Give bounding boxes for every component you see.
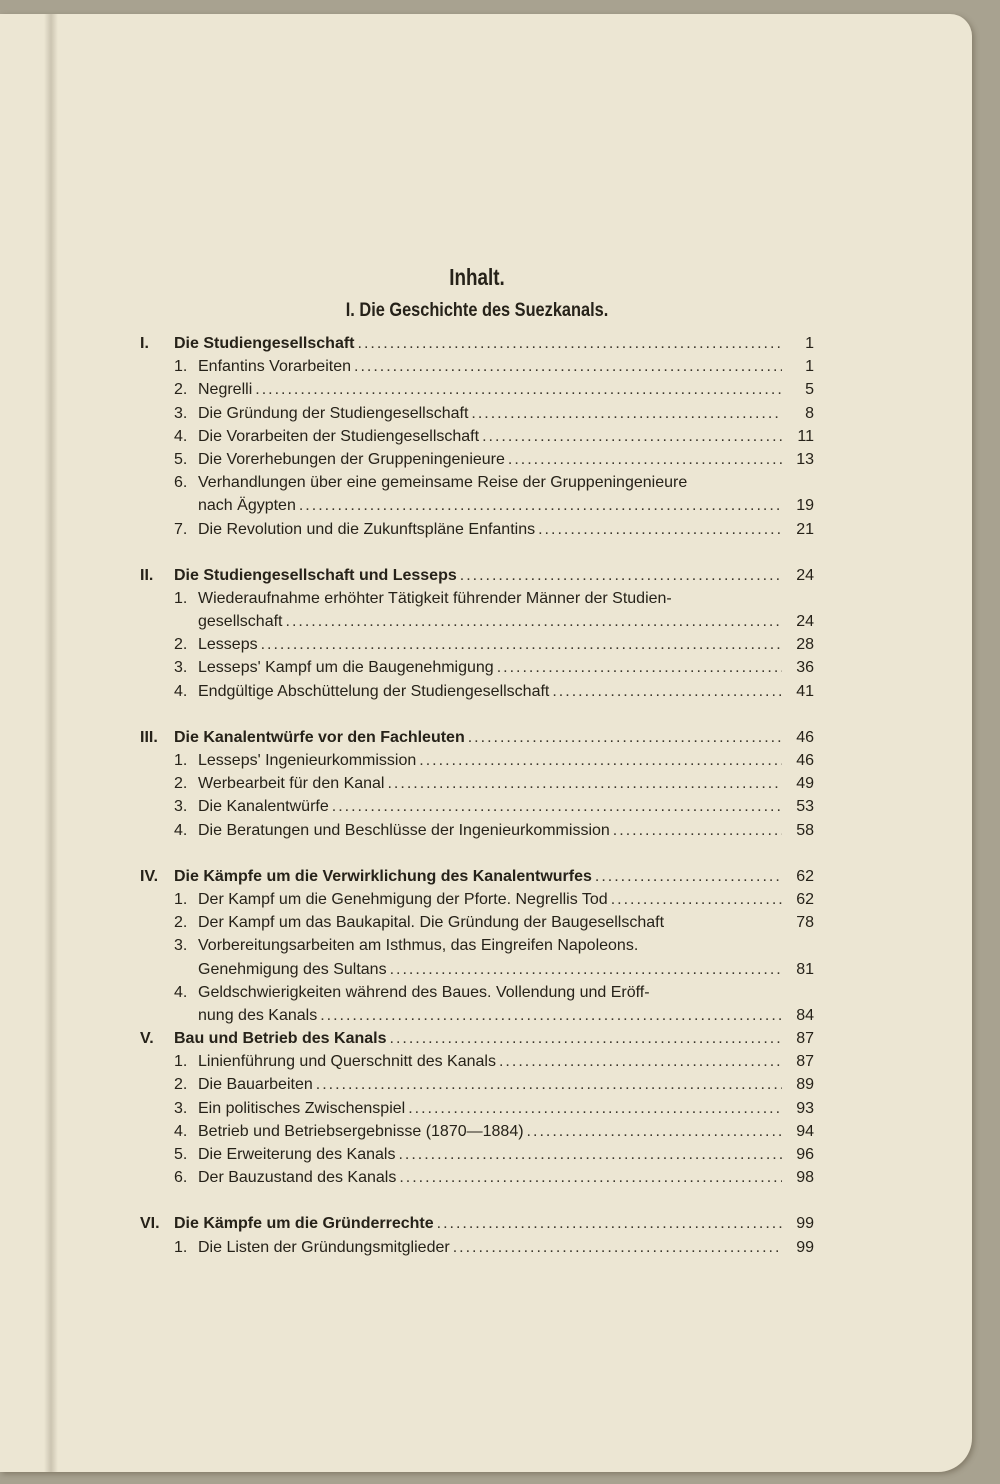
toc-entry [140, 518, 814, 541]
dot-leader [552, 680, 782, 703]
page-number: 89 [796, 1076, 814, 1094]
entry-number: 5. [174, 450, 188, 468]
page-number: 98 [796, 1169, 814, 1187]
dot-leader [390, 958, 782, 981]
toc-entry-continuation [140, 494, 814, 517]
dot-leader [299, 494, 782, 517]
toc-entry [140, 471, 814, 494]
toc-entry [140, 749, 814, 772]
entry-number: 2. [174, 1076, 188, 1094]
entry-title: Lesseps' Kampf um die Baugenehmigung [198, 659, 494, 677]
toc-entry [140, 355, 814, 378]
dot-leader [508, 448, 782, 471]
toc-entry [140, 425, 814, 448]
dot-leader [399, 1166, 782, 1189]
entry-number: 3. [174, 404, 188, 422]
dot-leader [408, 1097, 782, 1120]
page-number: 28 [796, 636, 814, 654]
toc-entries [140, 332, 814, 1259]
page-number: 62 [796, 890, 814, 908]
toc-entry [140, 587, 814, 610]
dot-leader [611, 888, 782, 911]
section-title: Die Studiengesellschaft [174, 335, 355, 352]
entry-number: 4. [174, 1122, 188, 1140]
dot-leader [468, 726, 782, 749]
dot-leader [261, 633, 782, 656]
dot-leader [320, 1004, 782, 1027]
entry-title: Betrieb und Betriebsergebnisse (1870—1884) [198, 1122, 524, 1140]
entry-number: 1. [174, 890, 188, 908]
dot-leader [453, 1236, 782, 1259]
toc-entry [140, 680, 814, 703]
entry-number: 3. [174, 659, 188, 677]
entry-title: Negrelli [198, 381, 253, 399]
page-number: 24 [796, 566, 814, 584]
toc-section-heading [140, 1027, 814, 1050]
entry-title: Endgültige Abschüttelung der Studiengesellschaft [198, 682, 550, 700]
entry-number: 2. [174, 636, 188, 654]
section-number: V. [140, 1030, 154, 1048]
entry-number: 4. [174, 427, 188, 445]
entry-title: Lesseps [198, 636, 258, 654]
page-number: 1 [805, 335, 814, 352]
section-title: Die Studiengesellschaft und Lesseps [174, 566, 457, 584]
entry-number: 4. [174, 682, 188, 700]
dot-leader [499, 1050, 782, 1073]
toc-section-heading [140, 1212, 814, 1235]
entry-number: 6. [174, 1169, 188, 1187]
toc-entry [140, 1050, 814, 1073]
table-of-contents [140, 262, 814, 1259]
toc-entry [140, 772, 814, 795]
page-number: 5 [805, 381, 814, 399]
page-number: 49 [796, 775, 814, 793]
toc-entry [140, 934, 814, 957]
entry-title: gesellschaft [198, 613, 283, 631]
page-number: 93 [796, 1099, 814, 1117]
toc-section-heading [140, 564, 814, 587]
entry-number: 5. [174, 1146, 188, 1163]
section-number: II. [140, 566, 154, 584]
entry-number: 2. [174, 775, 188, 793]
dot-leader [387, 772, 782, 795]
dot-leader [471, 402, 782, 425]
dot-leader [398, 1143, 782, 1166]
entry-title: Geldschwierigkeiten während des Baues. Vollendung und Eröff- [198, 983, 650, 1001]
page-number: 53 [796, 798, 814, 816]
toc-entry [140, 981, 814, 1004]
toc-entry [140, 1236, 814, 1259]
page-number: 11 [797, 427, 814, 445]
dot-leader [482, 425, 782, 448]
entry-title: Die Vorerhebungen der Gruppeningenieure [198, 450, 505, 468]
section-number: III. [140, 728, 158, 746]
dot-leader [527, 1120, 782, 1143]
entry-title: Enfantins Vorarbeiten [198, 358, 351, 376]
toc-entry-continuation [140, 958, 814, 981]
page-number: 62 [796, 867, 814, 885]
dot-leader [354, 355, 782, 378]
entry-number: 3. [174, 1099, 188, 1117]
entry-number: 1. [174, 589, 188, 607]
page-number: 87 [796, 1030, 814, 1048]
entry-title: Die Gründung der Studiengesellschaft [198, 404, 469, 422]
page-number: 46 [796, 752, 814, 769]
dot-leader [332, 795, 782, 818]
page-number: 58 [796, 821, 814, 839]
entry-number: 3. [174, 798, 188, 816]
toc-title: Inhalt. [449, 264, 505, 290]
dot-leader [286, 610, 783, 633]
page-number: 87 [796, 1053, 814, 1071]
section-number: I. [140, 335, 149, 352]
entry-number: 4. [174, 983, 188, 1001]
entry-title: Ein politisches Zwischenspiel [198, 1099, 406, 1117]
page-number: 96 [796, 1146, 814, 1163]
page-number: 19 [796, 497, 814, 515]
toc-section-heading [140, 726, 814, 749]
entry-title: Der Kampf um das Baukapital. Die Gründung der Baugesellschaft [198, 914, 665, 932]
toc-entry [140, 402, 814, 425]
section-title: Die Kämpfe um die Gründerrechte [174, 1215, 434, 1233]
entry-title: Die Revolution und die Zukunftspläne Enfantins [198, 520, 536, 538]
entry-title: Werbearbeit für den Kanal [198, 775, 385, 793]
toc-entry [140, 1120, 814, 1143]
entry-number: 3. [174, 937, 188, 955]
page-number: 8 [805, 404, 814, 422]
dot-leader [613, 819, 782, 842]
entry-title: Die Vorarbeiten der Studiengesellschaft [198, 427, 480, 445]
entry-title: Verhandlungen über eine gemeinsame Reise der Gruppeningenieure [198, 474, 688, 492]
toc-section-heading [140, 865, 814, 888]
page-number: 94 [796, 1122, 814, 1140]
entry-number: 2. [174, 914, 188, 932]
toc-entry-continuation [140, 610, 814, 633]
entry-title: Genehmigung des Sultans [198, 960, 387, 978]
section-title: Bau und Betrieb des Kanals [174, 1030, 387, 1048]
dot-leader [255, 378, 782, 401]
page-number: 99 [796, 1238, 814, 1256]
dot-leader [390, 1027, 783, 1050]
section-number: IV. [140, 867, 159, 885]
toc-entry [140, 911, 814, 934]
toc-entry [140, 448, 814, 471]
toc-entry [140, 1073, 814, 1096]
toc-section-heading [140, 332, 814, 355]
entry-number: 1. [174, 752, 188, 769]
entry-number: 1. [174, 1238, 188, 1256]
toc-entry [140, 888, 814, 911]
dot-leader [460, 564, 782, 587]
page-number: 84 [796, 1006, 814, 1024]
page-number: 1 [805, 358, 814, 376]
entry-title: Vorbereitungsarbeiten am Isthmus, das Eingreifen Napoleons. [198, 937, 639, 955]
entry-title: Die Listen der Gründungsmitglieder [198, 1238, 450, 1256]
entry-number: 4. [174, 821, 188, 839]
entry-title: Die Kanalentwürfe [198, 798, 329, 816]
toc-entry [140, 1166, 814, 1189]
toc-entry [140, 378, 814, 401]
entry-title: Wiederaufnahme erhöhter Tätigkeit führender Männer der Studien- [198, 589, 672, 607]
toc-entry-continuation [140, 1004, 814, 1027]
entry-number: 7. [174, 520, 188, 538]
page-number: 81 [796, 960, 814, 978]
dot-leader [437, 1212, 782, 1235]
entry-title: Linienführung und Querschnitt des Kanals [198, 1053, 496, 1071]
binding-gutter [44, 14, 58, 1472]
page-number: 21 [796, 520, 814, 538]
entry-title: Der Bauzustand des Kanals [198, 1169, 397, 1187]
dot-leader [316, 1073, 782, 1096]
section-number: VI. [140, 1215, 160, 1233]
page-number: 99 [796, 1215, 814, 1233]
page-number: 46 [796, 728, 814, 746]
entry-number: 1. [174, 1053, 188, 1071]
entry-title: nung des Kanals [198, 1006, 318, 1024]
toc-entry [140, 819, 814, 842]
entry-title: Die Beratungen und Beschlüsse der Ingenieurkommission [198, 821, 610, 839]
section-title: Die Kanalentwürfe vor den Fachleuten [174, 728, 465, 746]
entry-title: Die Erweiterung des Kanals [198, 1146, 396, 1163]
entry-title: Lesseps' Ingenieurkommission [198, 752, 417, 769]
dot-leader [538, 518, 782, 541]
entry-number: 1. [174, 358, 188, 376]
entry-number: 2. [174, 381, 188, 399]
part-heading: I. Die Geschichte des Suezkanals. [345, 300, 609, 321]
toc-entry [140, 656, 814, 679]
dot-leader [419, 749, 782, 772]
entry-title: nach Ägypten [198, 497, 296, 515]
dot-leader [595, 865, 782, 888]
dot-leader [497, 656, 782, 679]
page-number: 41 [796, 682, 814, 700]
dot-leader [358, 332, 783, 355]
page-number: 36 [796, 659, 814, 677]
toc-entry [140, 633, 814, 656]
page-number: 78 [796, 914, 814, 932]
entry-title: Der Kampf um die Genehmigung der Pforte. Negrellis Tod [198, 890, 608, 908]
page-number: 13 [796, 450, 814, 468]
toc-entry [140, 1143, 814, 1166]
toc-entry [140, 1097, 814, 1120]
entry-title: Die Bauarbeiten [198, 1076, 313, 1094]
page-number: 24 [796, 613, 814, 631]
entry-number: 6. [174, 474, 188, 492]
section-title: Die Kämpfe um die Verwirklichung des Kanalentwurfes [174, 867, 592, 885]
toc-entry [140, 795, 814, 818]
